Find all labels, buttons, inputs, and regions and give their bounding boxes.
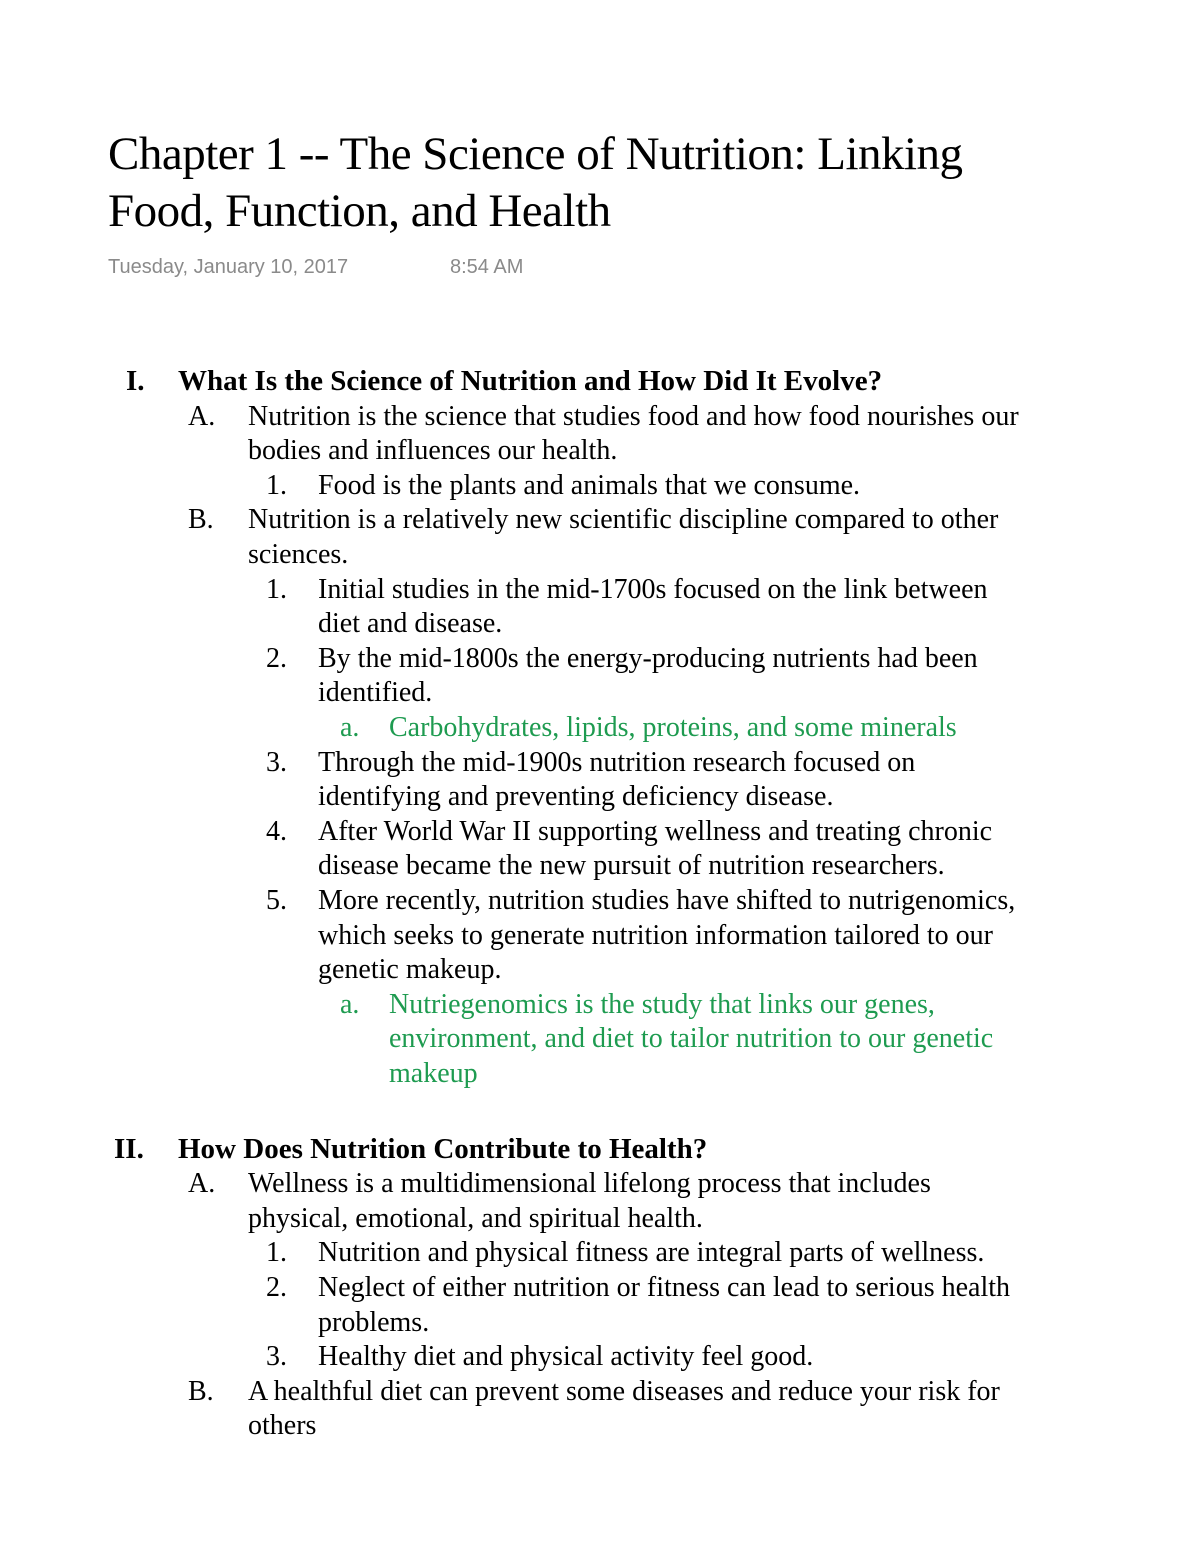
outline-item-text: bodies and influences our health.	[248, 435, 618, 467]
outline-item-marker: A.	[188, 400, 216, 432]
outline-item-marker: B.	[188, 1375, 214, 1407]
outline-item-text: Nutrition is the science that studies food and how food nourishes our	[248, 400, 1019, 432]
section-heading: What Is the Science of Nutrition and How Did It Evolve?	[178, 365, 883, 397]
section-heading: How Does Nutrition Contribute to Health?	[178, 1132, 708, 1165]
outline-subitem-text: Healthy diet and physical activity feel good.	[318, 1341, 814, 1373]
outline-detail-marker: a.	[340, 712, 360, 743]
outline-subitem-text: Nutrition and physical fitness are integral parts of wellness.	[318, 1237, 985, 1269]
outline-item-marker: A.	[188, 1168, 216, 1200]
page-title-line: Food, Function, and Health	[108, 185, 611, 237]
outline-detail-marker: a.	[340, 988, 360, 1020]
outline-item-text: sciences.	[248, 539, 349, 570]
outline-subitem-marker: 4.	[266, 815, 287, 847]
outline-item-text: physical, emotional, and spiritual health.	[248, 1202, 703, 1234]
outline	[0, 360, 1200, 1438]
outline-subitem-marker: 3.	[266, 1341, 287, 1373]
note-time: 8:54 AM	[450, 256, 524, 278]
outline-subitem-marker: 2.	[266, 642, 287, 674]
outline-subitem-text: Food is the plants and animals that we consume.	[318, 469, 861, 501]
outline-detail-text: Carbohydrates, lipids, proteins, and some minerals	[389, 712, 957, 743]
note-date: Tuesday, January 10, 2017	[108, 256, 349, 278]
outline-subitem-text: genetic makeup.	[318, 954, 502, 986]
outline-item-marker: B.	[188, 504, 214, 536]
outline-subitem-text: Neglect of either nutrition or fitness can lead to serious health	[318, 1272, 1011, 1303]
page-title-line: Chapter 1 -- The Science of Nutrition: Linking	[108, 128, 963, 180]
page-title	[108, 126, 1148, 240]
outline-subitem-marker: 5.	[266, 885, 287, 916]
outline-subitem-text: After World War II supporting wellness and treating chronic	[318, 815, 993, 847]
outline-subitem-marker: 1.	[266, 573, 287, 605]
outline-item-text: Wellness is a multidimensional lifelong process that includes	[248, 1168, 931, 1200]
section-marker: I.	[126, 365, 145, 397]
outline-detail-text: environment, and diet to tailor nutrition to our genetic	[389, 1023, 994, 1055]
outline-detail-text: makeup	[389, 1058, 478, 1089]
outline-subitem-marker: 1.	[266, 1237, 287, 1269]
outline-subitem-marker: 3.	[266, 746, 287, 778]
outline-subitem-text: identified.	[318, 677, 433, 709]
outline-detail-text: Nutriegenomics is the study that links our genes,	[389, 988, 935, 1020]
outline-subitem-text: which seeks to generate nutrition information tailored to our	[318, 919, 993, 951]
outline-subitem-text: diet and disease.	[318, 608, 503, 640]
section-marker: II.	[114, 1132, 144, 1165]
outline-subitem-text: problems.	[318, 1306, 430, 1338]
outline-subitem-text: By the mid-1800s the energy-producing nutrients had been	[318, 642, 978, 674]
outline-item-text: Nutrition is a relatively new scientific discipline compared to other	[248, 504, 999, 536]
outline-subitem-text: identifying and preventing deficiency disease.	[318, 781, 834, 813]
outline-subitem-text: disease became the new pursuit of nutrition researchers.	[318, 850, 945, 882]
outline-subitem-marker: 2.	[266, 1272, 287, 1303]
outline-item-text: others	[248, 1410, 317, 1438]
outline-subitem-text: More recently, nutrition studies have shifted to nutrigenomics,	[318, 885, 1016, 916]
outline-subitem-text: Through the mid-1900s nutrition research focused on	[318, 746, 916, 778]
outline-subitem-text: Initial studies in the mid-1700s focused on the link between	[318, 573, 988, 605]
outline-item-text: A healthful diet can prevent some diseases and reduce your risk for	[248, 1375, 1000, 1407]
outline-subitem-marker: 1.	[266, 469, 287, 501]
